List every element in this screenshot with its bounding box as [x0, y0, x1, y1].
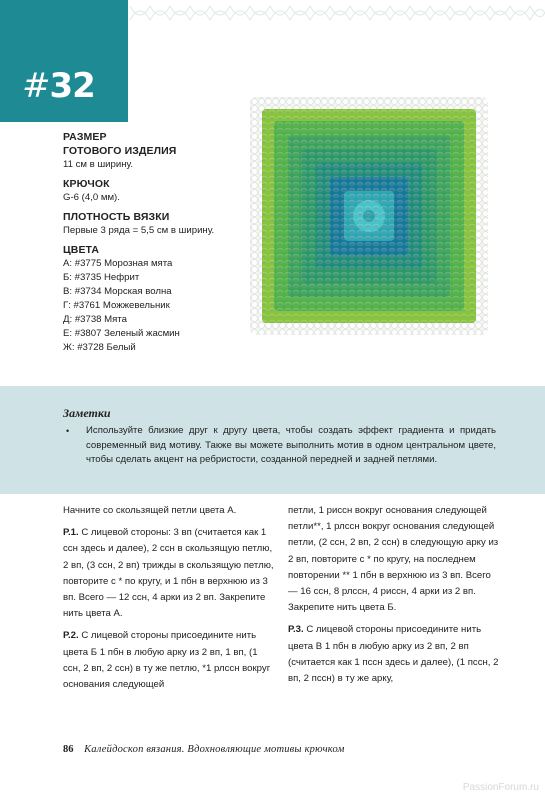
- page-footer: [63, 744, 344, 755]
- row-2-text: С лицевой стороны присоедините нить цвета Б 1 пбн в любую арку из 2 вп, 1 вп, (1 ссн, 2 вп, 2 ссн) в ту же петлю, *1 рлссн вокруг основания следующей: [63, 630, 271, 691]
- notes-bullet: •: [66, 426, 70, 436]
- colors-heading: ЦВЕТА: [63, 244, 100, 256]
- size-value: 11 см в ширину.: [63, 159, 133, 170]
- notes-title: Заметки: [63, 406, 111, 420]
- color-item: Е: #3807 Зеленый жасмин: [63, 328, 180, 339]
- notes-text: Используйте близкие друг к другу цвета, чтобы создать эффект градиента и придать современный вид мотиву. Также вы можете выполнить мотив в одном центральном цвете, чтобы сделать акцент на ребристости, созданной передней и задней петлями.: [86, 425, 496, 465]
- row-3: [288, 622, 500, 687]
- gauge-heading: ПЛОТНОСТЬ ВЯЗКИ: [63, 211, 170, 223]
- pattern-hash: #: [22, 66, 50, 106]
- row-2-continued: петли, 1 риссн вокруг основания следующей петли**, 1 рлссн вокруг основания следующей петли, (2 ссн, 2 вп, 2 ссн) в следующую арку из 2 вп, повторите с * по кругу, на последнем повторении ** 1 пбн в верхнюю из 3 вп. Всего — 16 ссн, 8 рлссн, 4 риссн, 4 арки из 2 вп. Закрепите нить цвета Б.: [288, 505, 499, 614]
- gauge-value: Первые 3 ряда = 5,5 см в ширину.: [63, 225, 215, 236]
- crochet-square-photo: [244, 91, 494, 341]
- color-item: Д: #3738 Мята: [63, 314, 127, 325]
- row-3-text: С лицевой стороны присоедините нить цвета В 1 пбн в любую арку из 2 вп, 2 вп (считается как 1 пссн здесь и далее), (1 пссн, 2 вп, 2 пссн) в ту же арку,: [288, 624, 499, 685]
- color-item: Ж: #3728 Белый: [63, 342, 136, 353]
- size-heading-2: ГОТОВОГО ИЗДЕЛИЯ: [63, 145, 177, 157]
- pattern-number-value: 32: [49, 66, 95, 106]
- row-1: [63, 525, 275, 622]
- size-heading-1: РАЗМЕР: [63, 131, 107, 143]
- hook-value: G-6 (4,0 мм).: [63, 192, 120, 203]
- hook-heading: КРЮЧОК: [63, 178, 110, 190]
- color-item: Б: #3735 Нефрит: [63, 272, 140, 283]
- book-title: Калейдоскоп вязания. Вдохновляющие мотивы крючком: [84, 744, 345, 755]
- page-number: 86: [63, 744, 74, 755]
- instructions-left-column: [63, 503, 275, 699]
- pattern-number-block: [0, 0, 128, 122]
- color-item: В: #3734 Морская волна: [63, 286, 172, 297]
- row-2-label: Р.2.: [63, 630, 79, 642]
- instructions-right-column: [288, 503, 500, 693]
- color-item: А: #3775 Морозная мята: [63, 258, 173, 269]
- row-3-label: Р.3.: [288, 624, 304, 636]
- watermark: PassionForum.ru: [462, 782, 539, 793]
- notes-panel: [0, 386, 545, 494]
- row-2: [63, 628, 275, 693]
- pattern-number: [22, 66, 95, 106]
- row-1-text: С лицевой стороны: 3 вп (считается как 1 ссн здесь и далее), 2 ссн в скользящую петлю, 2 вп, (3 ссн, 2 вп) трижды в скользящую петлю, повторите с * по кругу, и 1 пбн в верхнюю из 3 вп. Всего — 12 ссн, 4 арки из 2 вп. Закрепите нить цвета А.: [63, 527, 274, 620]
- intro-text: Начните со скользящей петли цвета А.: [63, 505, 237, 516]
- pattern-info: [63, 130, 253, 355]
- color-item: Г: #3761 Можжевельник: [63, 300, 170, 311]
- row-1-label: Р.1.: [63, 527, 79, 539]
